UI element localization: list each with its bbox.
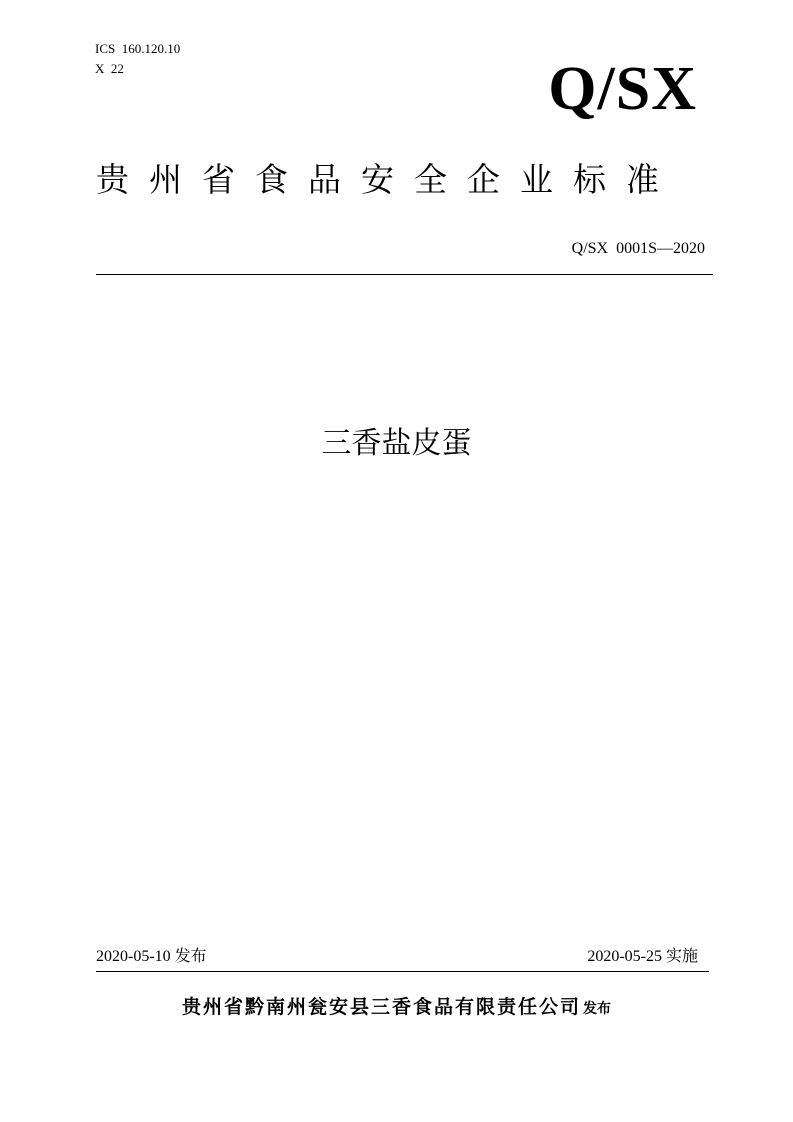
classification-code: X 22 [95, 61, 124, 76]
standard-mark: Q/SX [548, 55, 697, 123]
footer-divider [96, 971, 709, 972]
publisher-suffix: 发布 [583, 1001, 611, 1017]
header-divider [96, 274, 713, 275]
standard-type-title: 贵州省食品安全企业标准 [96, 160, 679, 199]
ics-code: ICS 160.120.10 [95, 41, 181, 56]
publisher-name: 贵州省黔南州瓮安县三香食品有限责任公司 [181, 996, 581, 1018]
issue-date: 2020-05-10 发布 [96, 948, 207, 965]
standard-number: Q/SX 0001S—2020 [571, 240, 705, 257]
product-title: 三香盐皮蛋 [321, 426, 472, 461]
publisher-line [0, 992, 793, 1019]
implementation-date: 2020-05-25 实施 [587, 948, 698, 965]
